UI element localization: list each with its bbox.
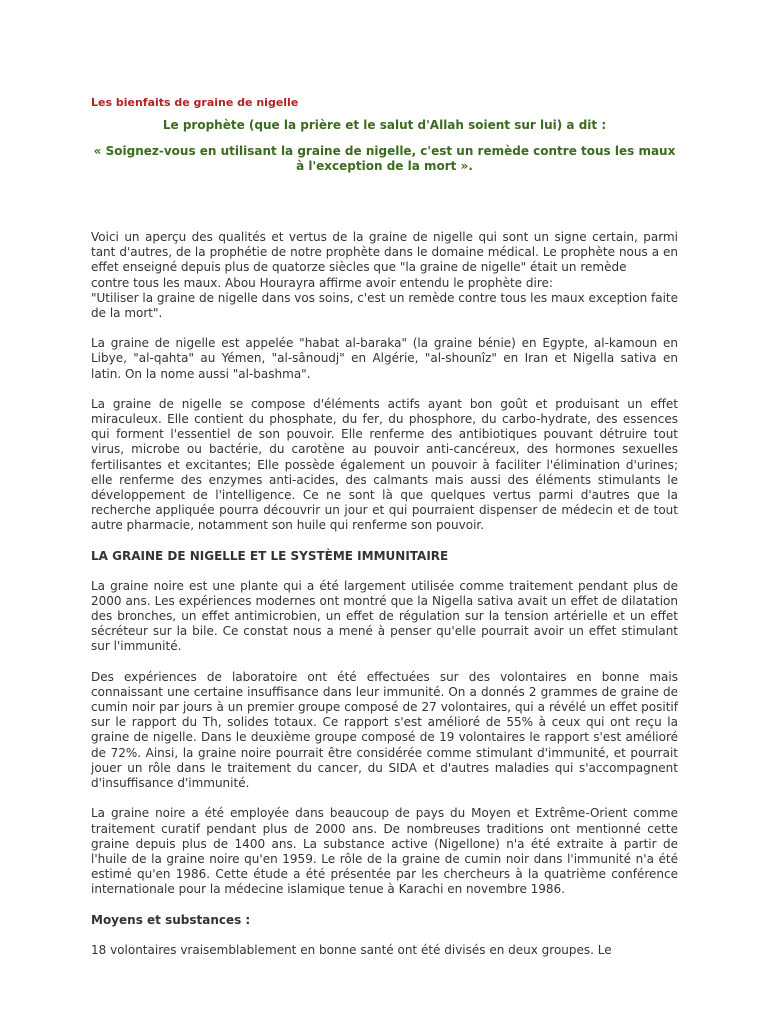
- paragraph-experiments: Des expériences de laboratoire ont été effectuées sur des volontaires en bonne mais connaissant une certaine insuffisance dans leur immunité. On a donnés 2 grammes de graine de cumin noir par jours à un premier groupe composé de 27 volontaires, qui a révélé un effet positif sur le rapport du Th, solides totaux. Ce rapport s'est amélioré de 55% à ceux qui ont reçu la graine de nigelle. Dans le deuxième groupe composé de 19 volontaires le rapport s'est amélioré de 72%. Ainsi, la graine noire pourrait être considérée comme stimulant d'immunité, et pourrait jouer un rôle dans le traitement du cancer, du SIDA et d'autres maladies qui s'accompagnent d'insuffisance d'immunité.: [91, 669, 678, 791]
- paragraph-volunteers: 18 volontaires vraisemblablement en bonne santé ont été divisés en deux groupes. Le: [91, 942, 612, 957]
- paragraph-composition: La graine de nigelle se compose d'éléments actifs ayant bon goût et produisant un effet miraculeux. Elle contient du phosphate, du fer, du phosphore, du carbo-hydrate, des essences qui forment l'essentiel de son pouvoir. Elle renferme des antibiotiques pouvant détruire tout virus, microbe ou bactérie, du carotène au pouvoir anti-cancéreux, des hormones sexuelles fertilisantes et excitantes; Elle possède également un pouvoir à faciliter l'élimination d'urines; elle renferme des enzymes anti-acides, des calmants mais aussi des éléments stimulants le développement de l'intelligence. Ce ne sont là que quelques vertus parmi d'autres que la recherche appliquée pourra découvrir un jour et qui pourraient dispenser de médecin et de tout autre pharmacie, notamment son huile qui renferme son pouvoir.: [91, 396, 678, 533]
- hadith-quote: « Soignez-vous en utilisant la graine de nigelle, c'est un remède contre tous les maux à l'exception de la mort ».: [93, 144, 676, 173]
- paragraph-intro: [91, 230, 678, 321]
- paragraph-intro-part3: "Utiliser la graine de nigelle dans vos soins, c'est un remède contre tous les maux exception faite de la mort".: [91, 290, 678, 321]
- paragraph-names: La graine de nigelle est appelée "habat al-baraka" (la graine bénie) en Egypte, al-kamoun en Libye, "al-qahta" au Yémen, "al-sânoudj" en Algérie, "al-shounîz" en Iran et Nigella sativa en latin. On la nome aussi "al-bashma".: [91, 336, 678, 381]
- paragraph-intro-part1: Voici un aperçu des qualités et vertus de la graine de nigelle qui sont un signe certain, parmi tant d'autres, de la prophétie de notre prophète dans le domaine médical. Le prophète nous a en effet enseigné depuis plus de quatorze siècles que "la graine de nigelle" était un remède: [91, 230, 678, 275]
- document-page: [91, 96, 678, 958]
- section-heading-immune: LA GRAINE DE NIGELLE ET LE SYSTÈME IMMUNITAIRE: [91, 548, 449, 563]
- hadith-intro: Le prophète (que la prière et le salut d'Allah soient sur lui) a dit :: [162, 118, 607, 132]
- paragraph-history: La graine noire est une plante qui a été largement utilisée comme traitement pendant plus de 2000 ans. Les expériences modernes ont montré que la Nigella sativa avait un effet de dilatation des bronches, un effet antimicrobien, un effet de régulation sur la tension artérielle et un effet sécréteur sur la bile. Ce constat nous a mené à penser qu'elle pourrait avoir un effet stimulant sur l'immunité.: [91, 578, 678, 654]
- paragraph-middle-east: La graine noire a été employée dans beaucoup de pays du Moyen et Extrême-Orient comme traitement curatif pendant plus de 2000 ans. De nombreuses traditions ont mentionné cette graine depuis plus de 1400 ans. La substance active (Nigellone) n'a été extraite à partir de l'huile de la graine noire qu'en 1959. Le rôle de la graine de cumin noir dans l'immunité n'a été estimé qu'en 1986. Cette étude a été présentée par les chercheurs à la quatrième conférence internationale pour la médecine islamique tenue à Karachi en novembre 1986.: [91, 806, 678, 897]
- site-title: Les bienfaits de graine de nigelle: [91, 96, 299, 109]
- paragraph-intro-part2: contre tous les maux. Abou Hourayra affirme avoir entendu le prophète dire:: [91, 275, 553, 290]
- section-heading-methods: Moyens et substances :: [91, 912, 251, 927]
